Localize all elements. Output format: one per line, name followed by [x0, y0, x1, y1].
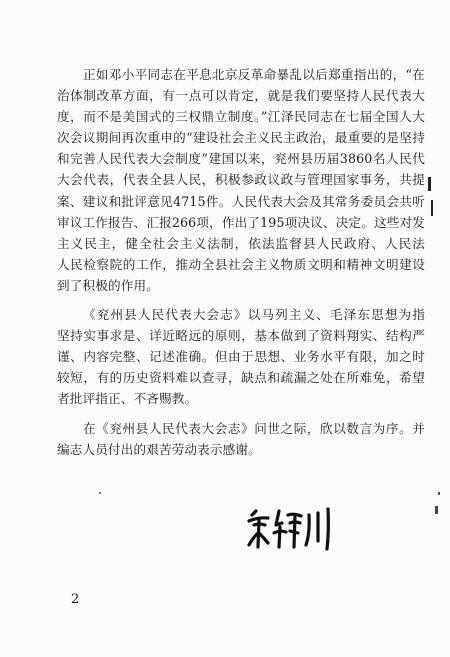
text-line: 较短，有的历史资料难以查寻，缺点和疏漏之处在所难免，希望: [57, 370, 425, 386]
text-line: 谨、内容完整、记述准确。但由于思想、业务水平有限，加之时: [57, 349, 425, 365]
page-number: 2: [71, 592, 80, 607]
text-line: 度，而不是美国式的三权鼎立制度。”江泽民同志在七届全国人大: [57, 109, 425, 125]
text-line: 在《兖州县人民代表大会志》问世之际，欣以数言为序。并: [83, 420, 425, 436]
text-line: 者批评指正、不吝赐教。: [57, 391, 198, 407]
text-line: 坚持实事求是、详近略远的原则，基本做到了资料翔实、结构严: [57, 328, 425, 344]
text-line: 到了积极的作用。: [57, 277, 159, 293]
paragraph-gap: [57, 296, 425, 304]
scan-mark: [431, 200, 433, 216]
text-line: 大会代表，代表全县人民，积极参政议政与管理国家事务，共提: [57, 172, 425, 188]
paragraph-gap: [57, 410, 425, 418]
scan-mark: [438, 492, 440, 495]
text-line: 次会议期间再次重申的“建设社会主义民主政治，最重要的是坚持: [57, 130, 425, 146]
text-line: 和完善人民代表大会制度”建国以来，兖州县历届3860名人民代: [57, 151, 425, 167]
text-line: 主义民主，健全社会主义法制，依法监督县人民政府、人民法: [57, 235, 425, 251]
handwritten-signature: [246, 503, 336, 553]
text-line: 《兖州县人民代表大会志》以马列主义、毛泽东思想为指: [83, 307, 425, 323]
text-line: 治体制改革方面，有一点可以肯定，就是我们要坚持人民代表大: [57, 88, 425, 104]
text-line: 案、建议和批评意见4715件。人民代表大会及其常务委员会共听: [57, 193, 425, 209]
text-line: 正如邓小平同志在平息北京反革命暴乱以后郑重指出的，“在: [83, 67, 425, 82]
text-line: 人民检察院的工作，推动全县社会主义物质文明和精神文明建设: [57, 256, 425, 272]
scan-mark: [428, 177, 431, 191]
scan-mark: [99, 492, 101, 494]
scan-mark: [435, 506, 438, 514]
text-line: 编志人员付出的艰苦劳动表示感谢。: [57, 441, 261, 457]
text-line: 审议工作报告、汇报266项，作出了195项决议、决定。这些对发: [57, 214, 425, 230]
preface-body: [57, 64, 425, 460]
